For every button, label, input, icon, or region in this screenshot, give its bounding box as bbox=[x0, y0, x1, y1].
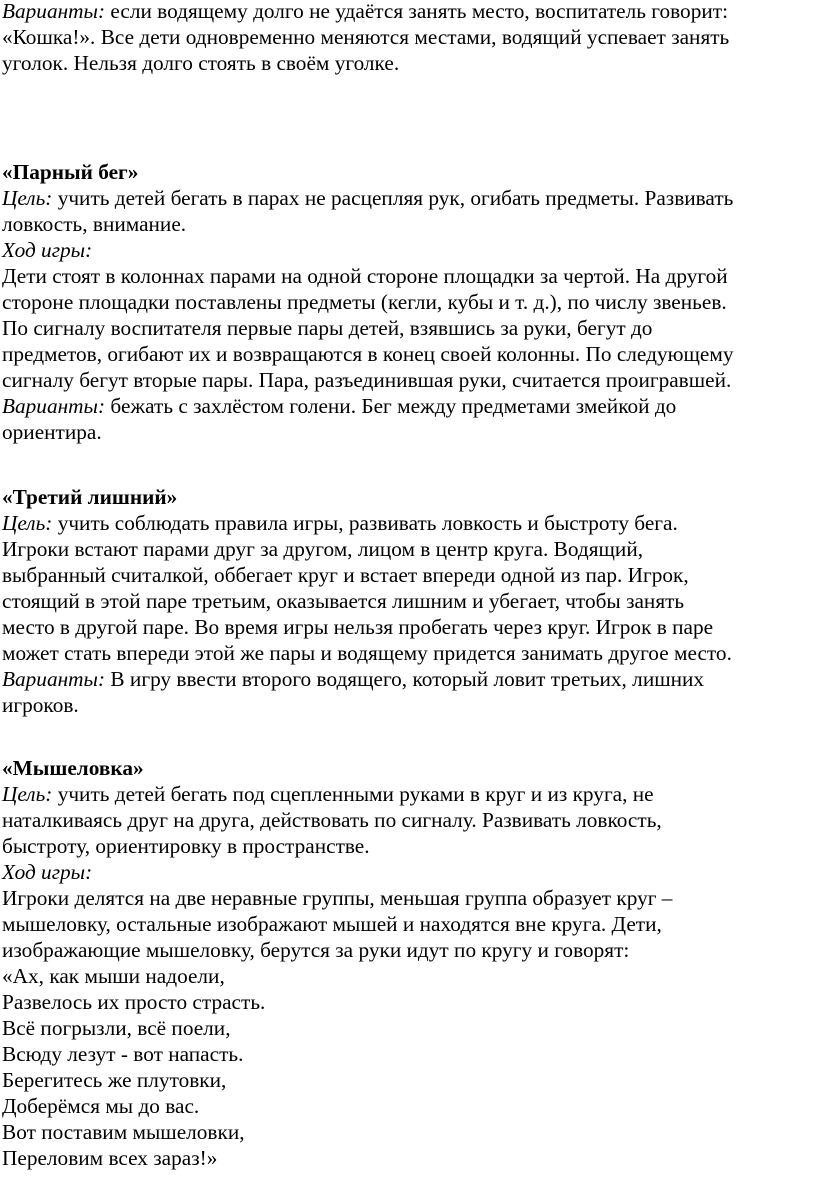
course-label: Ход игры: bbox=[2, 860, 93, 884]
game-title: «Третий лишний» bbox=[2, 485, 178, 509]
text-line bbox=[2, 781, 654, 807]
text-line: может стать впереди этой же пары и водящему придется занимать другое место. bbox=[2, 641, 732, 665]
poem-line: Берегитесь же плутовки, bbox=[2, 1068, 227, 1092]
text-line bbox=[2, 185, 733, 211]
variants-label: Варианты: bbox=[2, 0, 106, 23]
text-line: Игроки встают парами друг за другом, лицом в центр круга. Водящий, bbox=[2, 537, 644, 561]
text-line bbox=[2, 393, 676, 419]
text-line bbox=[2, 666, 704, 692]
text-line: игроков. bbox=[2, 693, 79, 717]
poem-line: Вот поставим мышеловки, bbox=[2, 1120, 245, 1144]
text-line: изображающие мышеловку, берутся за руки идут по кругу и говорят: bbox=[2, 938, 630, 962]
text-line: ориентира. bbox=[2, 420, 102, 444]
text-line: место в другой паре. Во время игры нельзя пробегать через круг. Игрок в паре bbox=[2, 615, 714, 639]
text-line: Игроки делятся на две неравные группы, меньшая группа образует круг – bbox=[2, 886, 673, 910]
text-line: наталкиваясь друг на друга, действовать по сигналу. Развивать ловкость, bbox=[2, 808, 662, 832]
goal-text: учить соблюдать правила игры, развивать ловкость и быстроту бега. bbox=[52, 511, 678, 535]
goal-label: Цель: bbox=[2, 186, 53, 210]
variants-label: Варианты: bbox=[2, 667, 106, 691]
game-title: «Парный бег» bbox=[2, 160, 139, 184]
goal-text: учить детей бегать под сцепленными руками в круг и из круга, не bbox=[52, 782, 654, 806]
text-line: выбранный считалкой, оббегает круг и встает впереди одной из пар. Игрок, bbox=[2, 563, 689, 587]
goal-text: учить детей бегать в парах не расцепляя рук, огибать предметы. Развивать bbox=[52, 186, 734, 210]
goal-label: Цель: bbox=[2, 782, 53, 806]
text-line: Дети стоят в колоннах парами на одной стороне площадки за чертой. На другой bbox=[2, 264, 728, 288]
text-line: «Кошка!». Все дети одновременно меняются местами, водящий успевает занять bbox=[2, 25, 730, 49]
variants-label: Варианты: bbox=[2, 394, 106, 418]
game-title: «Мышеловка» bbox=[2, 756, 144, 780]
poem-line: Всюду лезут - вот напасть. bbox=[2, 1042, 244, 1066]
text-line: быстроту, ориентировку в пространстве. bbox=[2, 834, 370, 858]
poem-line: Всё погрызли, всё поели, bbox=[2, 1016, 231, 1040]
text-line: уголок. Нельзя долго стоять в своём уголке. bbox=[2, 51, 400, 75]
variants-text: бежать с захлёстом голени. Бег между предметами змейкой до bbox=[105, 394, 677, 418]
poem-line: Развелось их просто страсть. bbox=[2, 990, 266, 1014]
text-line bbox=[2, 510, 678, 536]
poem-line: Доберёмся мы до вас. bbox=[2, 1094, 200, 1118]
text-line: предметов, огибают их и возвращаются в конец своей колонны. По следующему bbox=[2, 342, 734, 366]
poem-line: «Ах, как мыши надоели, bbox=[2, 964, 225, 988]
text-line: По сигналу воспитателя первые пары детей, взявшись за руки, бегут до bbox=[2, 316, 653, 340]
text-line: стороне площадки поставлены предметы (кегли, кубы и т. д.), по числу звеньев. bbox=[2, 290, 727, 314]
variants-text: если водящему долго не удаётся занять место, воспитатель говорит: bbox=[105, 0, 728, 23]
text-line bbox=[2, 0, 728, 24]
variants-text: В игру ввести второго водящего, который ловит третьих, лишних bbox=[105, 667, 705, 691]
text-line: сигналу бегут вторые пары. Пара, разъединившая руки, считается проигравшей. bbox=[2, 368, 732, 392]
text-line: стоящий в этой паре третьим, оказывается лишним и убегает, чтобы занять bbox=[2, 589, 685, 613]
text-line: ловкость, внимание. bbox=[2, 212, 187, 236]
poem-line: Переловим всех зараз!» bbox=[2, 1146, 218, 1170]
goal-label: Цель: bbox=[2, 511, 53, 535]
course-label: Ход игры: bbox=[2, 238, 93, 262]
text-line: мышеловку, остальные изображают мышей и находятся вне круга. Дети, bbox=[2, 912, 662, 936]
